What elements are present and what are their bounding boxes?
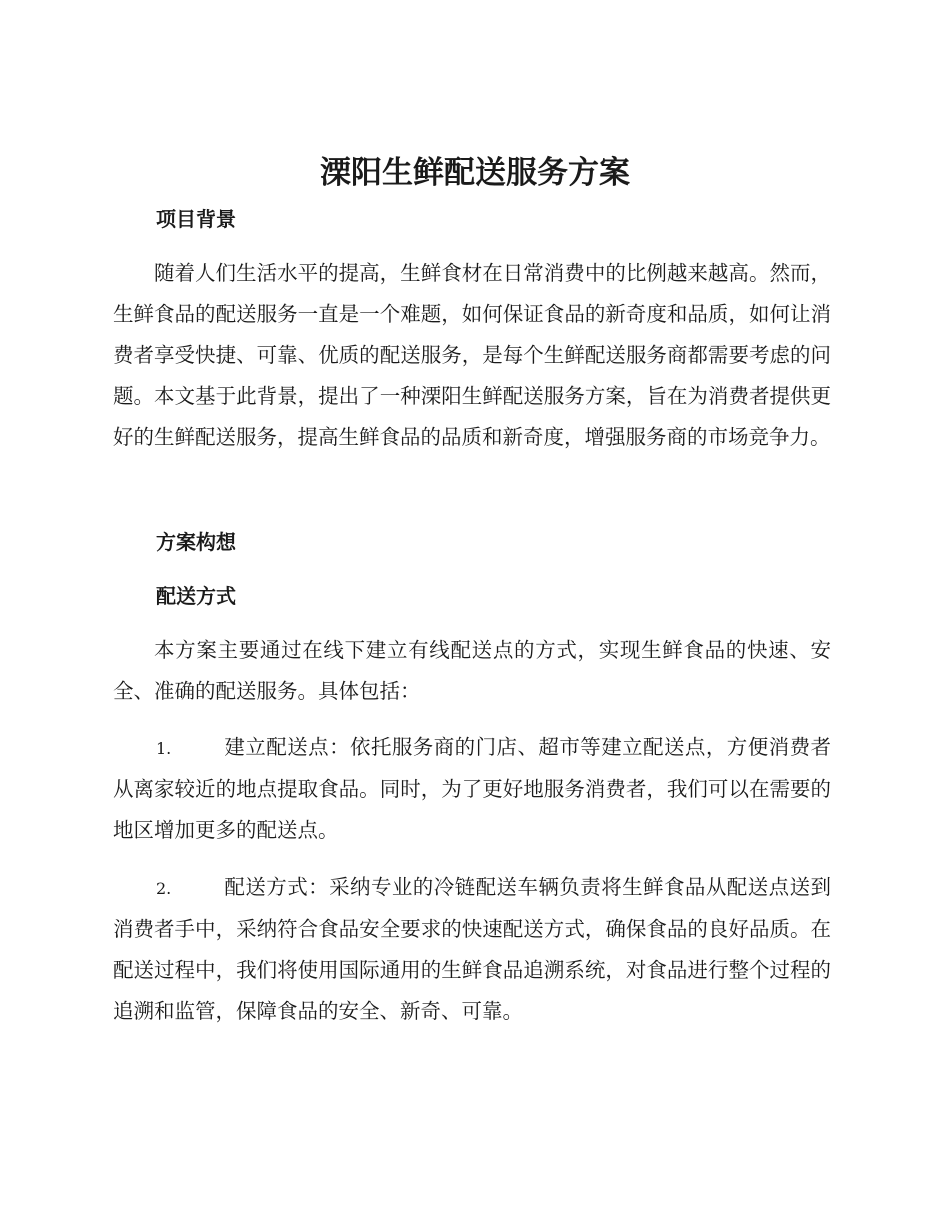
list-item-number: 1. [156,739,172,758]
heading-delivery: 配送方式 [156,584,236,608]
list-item-number: 2. [156,879,172,898]
heading-concept: 方案构想 [156,530,236,554]
list-item [113,727,831,851]
document-title: 溧阳生鲜配送服务方案 [320,155,630,191]
heading-background: 项目背景 [156,207,236,231]
list-item [113,867,831,1032]
paragraph-background: 随着人们生活水平的提高，生鲜食材在日常消费中的比例越来越高。然而，生鲜食品的配送服务一直是一个难题，如何保证食品的新奇度和品质，如何让消费者享受快捷、可靠、优质的配送服务，是每个生鲜配送服务商都需要考虑的问题。本文基于此背景，提出了一种溧阳生鲜配送服务方案，旨在为消费者提供更好的生鲜配送服务，提高生鲜食品的品质和新奇度，增强服务商的市场竞争力。 [113,261,831,449]
paragraph-delivery-intro: 本方案主要通过在线下建立有线配送点的方式，实现生鲜食品的快速、安全、准确的配送服务。具体包括： [113,638,831,703]
list-item-text: 建立配送点：依托服务商的门店、超市等建立配送点，方便消费者从离家较近的地点提取食品。同时，为了更好地服务消费者，我们可以在需要的地区增加更多的配送点。 [113,735,831,842]
list-item-text: 配送方式：采纳专业的冷链配送车辆负责将生鲜食品从配送点送到消费者手中，采纳符合食品安全要求的快速配送方式，确保食品的良好品质。在配送过程中，我们将使用国际通用的生鲜食品追溯系统，对食品进行整个过程的追溯和监管，保障食品的安全、新奇、可靠。 [113,875,831,1023]
